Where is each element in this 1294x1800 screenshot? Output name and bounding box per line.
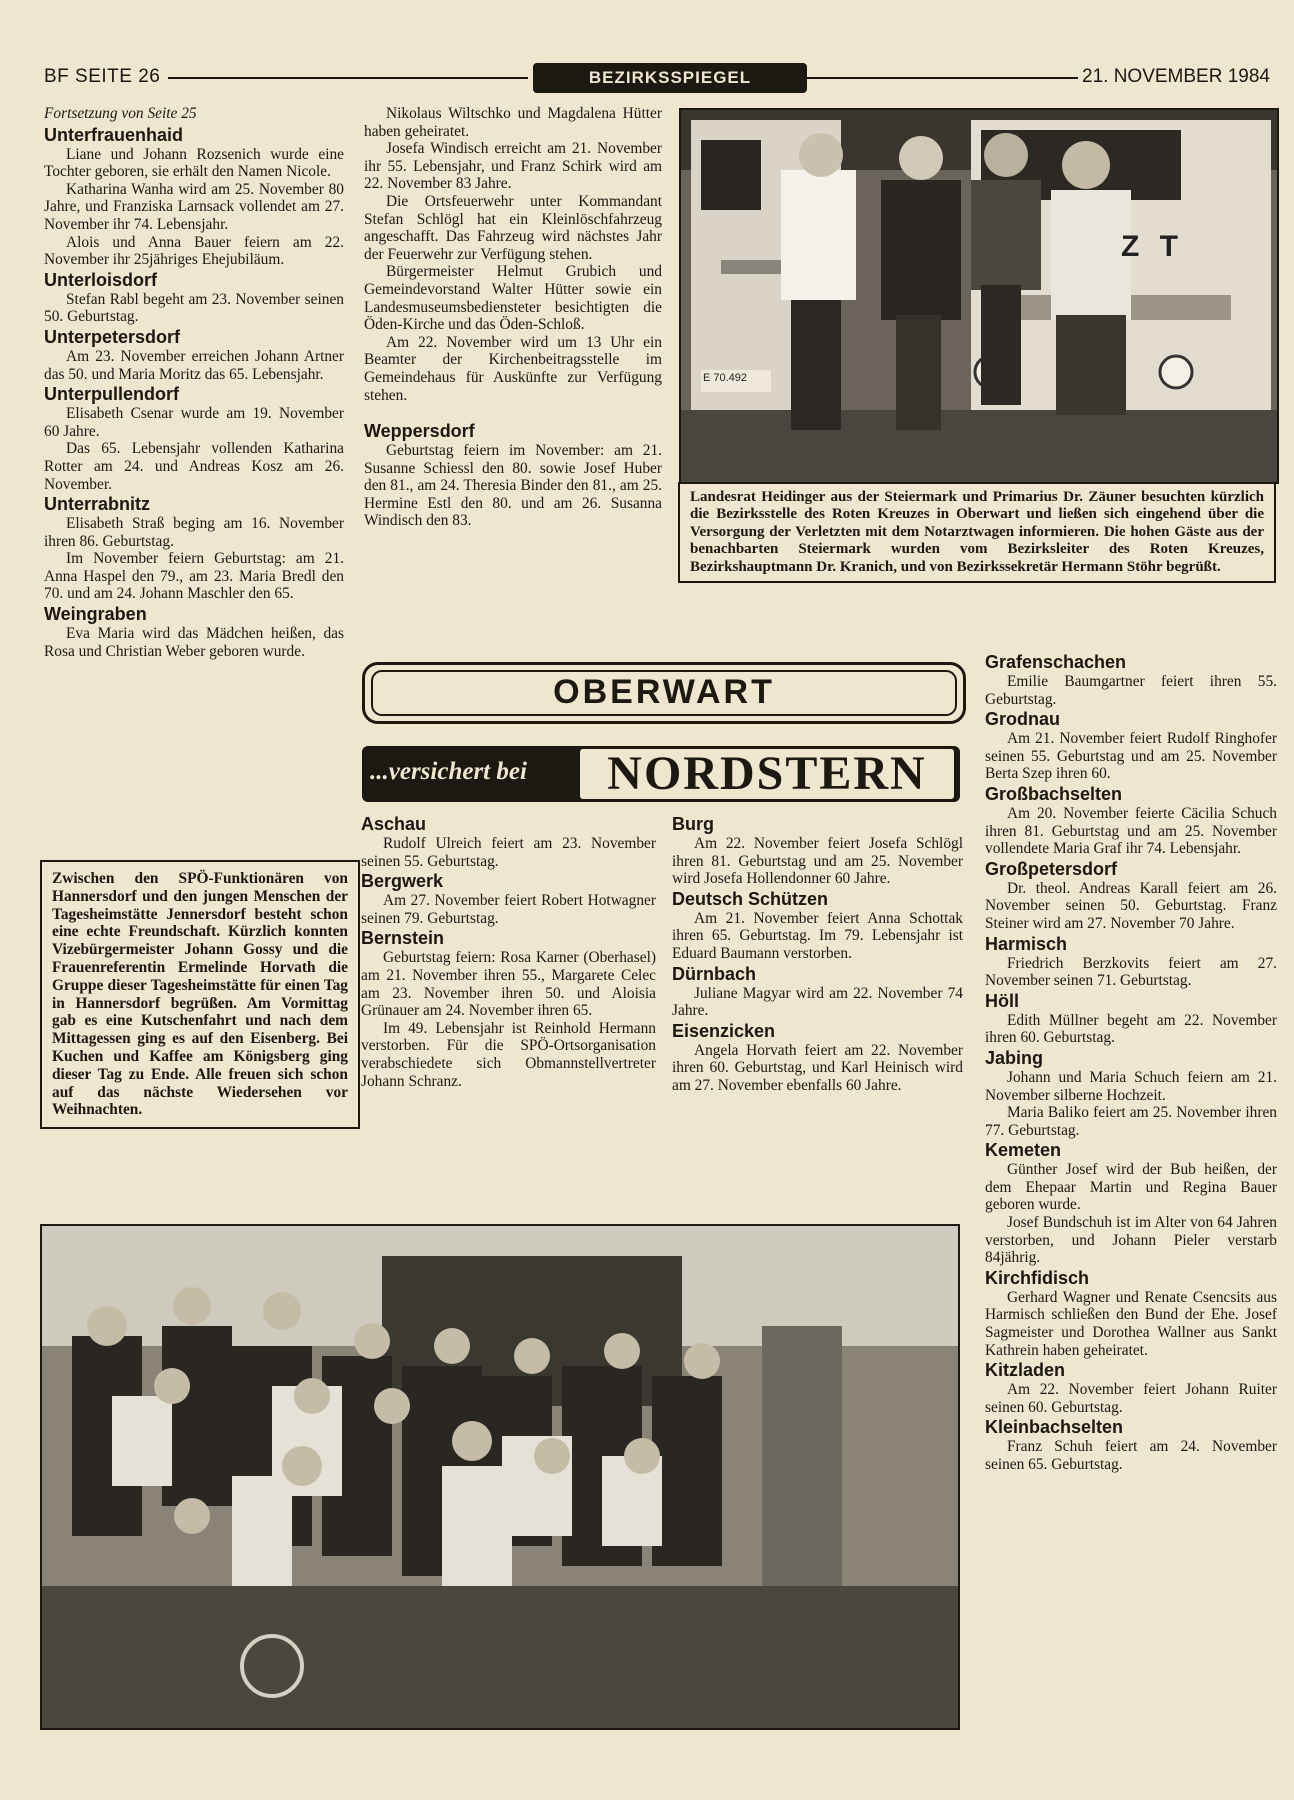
article-paragraph: Gerhard Wagner und Renate Csencsits aus Harmisch schließen den Bund der Ehe. Josef Sagmeister und Dorothea Wallner aus Sankt Kathrein haben geheiratet.	[985, 1288, 1277, 1359]
section-title: Großpetersdorf	[985, 858, 1118, 879]
article-paragraph: Stefan Rabl begeht am 23. November seinen 50. Geburtstag.	[44, 290, 344, 326]
article-paragraph: Die Ortsfeuerwehr unter Kommandant Stefan Schlögl hat ein Kleinlöschfahrzeug angeschafft. Das Fahrzeug wird nächstes Jahr der Feuerwehr zur Verfügung stehen.	[364, 192, 662, 263]
section-title: Kemeten	[985, 1140, 1062, 1161]
article-paragraph: Am 22. November feiert Johann Ruiter seinen 60. Geburtstag.	[985, 1381, 1277, 1416]
article-paragraph: Elisabeth Straß beging am 16. November ihren 86. Geburtstag.	[44, 515, 344, 550]
section-title: Unterpullendorf	[44, 384, 179, 405]
section-title: Unterfrauenhaid	[44, 124, 184, 145]
section-title: Unterrabnitz	[44, 494, 151, 515]
photo-red-cross-visit	[679, 108, 1279, 484]
section-title: Burg	[672, 814, 714, 834]
column-1	[44, 105, 344, 660]
article-paragraph: Josef Bundschuh ist im Alter von 64 Jahren verstorben, und Johann Pieler verstarb 84jährig.	[985, 1214, 1277, 1267]
article-paragraph: Am 23. November erreichen Johann Artner das 50. und Maria Moritz das 65. Lebensjahr.	[44, 347, 344, 383]
photo-illustration	[681, 110, 1277, 482]
boxed-note: Zwischen den SPÖ-Funktionären von Hannersdorf und den jungen Menschen der Tagesheimstätte Jennersdorf besteht schon eine echte Freundschaft. Kürzlich konnten Vizebürgermeister Johann Gossy und die Frauenreferentin Ermelinde Horvath die Gruppe dieser Tagesheimstätte für einen Tag in Hannersdorf begrüßen. Am Vormittag gab es eine Kutschenfahrt und nach dem Mittagessen ging es auf den Eisenberg. Bei Kuchen und Kaffee am Königsberg ging dieser Tag zu Ende. Alle freuen sich schon auf das nächste Wiedersehen vor Weihnachten.	[40, 860, 360, 1129]
section-title: Aschau	[361, 814, 427, 834]
section-title: Dürnbach	[672, 963, 757, 984]
article-paragraph: Friedrich Berzkovits feiert am 27. November seinen 71. Geburtstag.	[985, 954, 1277, 990]
section-title: Jabing	[985, 1047, 1044, 1068]
article-paragraph: Juliane Magyar wird am 22. November 74 Jahre.	[672, 984, 963, 1020]
article-paragraph: Angela Horvath feiert am 22. November ihren 60. Geburtstag, und Karl Heinisch wird am 27. November ebenfalls 60 Jahre.	[672, 1041, 963, 1094]
section-title: Höll	[985, 990, 1019, 1011]
article-paragraph: Edith Müllner begeht am 22. November ihren 60. Geburtstag.	[985, 1011, 1277, 1047]
section-title: Weppersdorf	[364, 421, 475, 442]
article-paragraph: Bürgermeister Helmut Grubich und Gemeindevorstand Walter Hütter sowie ein Landesmuseumsbediensteter besichtigten die Öden-Kirche und das Öden-Schloß.	[364, 263, 662, 334]
article-paragraph: Katharina Wanha wird am 25. November 80 Jahre, und Franziska Larnsack vollendet am 27. November ihr 74. Lebensjahr.	[44, 180, 344, 233]
section-badge: BEZIRKSSPIEGEL	[533, 63, 807, 93]
article-body	[364, 105, 662, 404]
section-title: Unterloisdorf	[44, 269, 158, 290]
section-title: Unterpetersdorf	[44, 326, 181, 347]
article-paragraph: Emilie Baumgartner feiert ihren 55. Geburtstag.	[985, 673, 1277, 708]
continuation-note: Fortsetzung von Seite 25	[44, 105, 197, 122]
ad-title: OBERWART	[371, 670, 957, 716]
article-paragraph: Liane und Johann Rozsenich wurde eine Tochter geboren, sie erhält den Namen Nicole.	[44, 145, 344, 181]
group-photo-illustration	[42, 1226, 958, 1728]
article-paragraph: Franz Schuh feiert am 24. November seinen 65. Geburtstag.	[985, 1438, 1277, 1473]
article-paragraph: Am 27. November feiert Robert Hotwagner seinen 79. Geburtstag.	[361, 892, 656, 927]
article-paragraph: Elisabeth Csenar wurde am 19. November 60 Jahre.	[44, 405, 344, 440]
article-paragraph: Maria Baliko feiert am 25. November ihren 77. Geburtstag.	[985, 1104, 1277, 1139]
issue-date: 21. NOVEMBER 1984	[1082, 66, 1270, 87]
photo-group	[40, 1224, 960, 1730]
section-title: Grafenschachen	[985, 652, 1127, 672]
column-3b	[672, 812, 963, 1095]
article-paragraph: Rudolf Ulreich feiert am 23. November seinen 55. Geburtstag.	[361, 835, 656, 870]
section-title: Weingraben	[44, 604, 147, 625]
column-4	[985, 650, 1277, 1474]
section-title: Eisenzicken	[672, 1020, 776, 1041]
section-title: Kirchfidisch	[985, 1267, 1090, 1288]
ad-banner-nordstern	[362, 746, 960, 802]
local-news-list	[44, 124, 344, 661]
article-paragraph: Im 49. Lebensjahr ist Reinhold Hermann verstorben. Für die SPÖ-Ortsorganisation verabschiedete sich Obmannstellvertreter Johann Schranz.	[361, 1019, 656, 1090]
article-paragraph: Alois und Anna Bauer feiern am 22. November ihr 25jähriges Ehejubiläum.	[44, 233, 344, 269]
section-title: Großbachselten	[985, 783, 1123, 804]
section-title: Grodnau	[985, 709, 1060, 730]
article-paragraph: Josefa Windisch erreicht am 21. November ihr 55. Lebensjahr, und Franz Schirk wird am 22. November 83 Jahre.	[364, 140, 662, 193]
ad-banner-oberwart	[362, 662, 966, 724]
section-title: Deutsch Schützen	[672, 888, 829, 909]
section-title: Harmisch	[985, 933, 1068, 954]
page-number: BF SEITE 26	[44, 66, 161, 87]
article-paragraph: Am 22. November feiert Josefa Schlögl ihren 81. Geburtstag und am 25. November wird Josefa Hollendonner 60 Jahre.	[672, 835, 963, 888]
license-plate: E 70.492	[703, 372, 748, 384]
van-lettering: Z T	[1121, 230, 1184, 263]
ad-brand: NORDSTERN	[580, 749, 954, 799]
article-paragraph: Günther Josef wird der Bub heißen, der dem Ehepaar Martin und Regina Bauer geboren wurde.	[985, 1161, 1277, 1214]
section-title: Bergwerk	[361, 871, 444, 892]
section-title: Kitzladen	[985, 1360, 1066, 1381]
article-paragraph: Nikolaus Wiltschko und Magdalena Hütter haben geheiratet.	[364, 105, 662, 140]
article-paragraph: Am 20. November feierte Cäcilia Schuch ihren 81. Geburtstag und am 25. November vollendete Maria Graf ihr 74. Lebensjahr.	[985, 804, 1277, 858]
column-3a	[361, 812, 656, 1090]
article-paragraph: Im November feiern Geburtstag: am 21. Anna Haspel den 79., am 23. Maria Bredl den 70. und am 24. Johann Maschler den 65.	[44, 550, 344, 603]
section-title: Bernstein	[361, 928, 445, 949]
article-paragraph: Am 21. November feiert Anna Schottak ihren 65. Geburtstag. Im 79. Lebensjahr ist Eduard Baumann verstorben.	[672, 909, 963, 962]
article-paragraph: Am 21. November feiert Rudolf Ringhofer seinen 55. Geburtstag und am 25. November Berta Szep ihren 60.	[985, 730, 1277, 783]
header-rule-left	[168, 77, 528, 79]
column-2	[364, 105, 662, 530]
article-paragraph: Eva Maria wird das Mädchen heißen, das Rosa und Christian Weber geboren wurde.	[44, 625, 344, 660]
article-paragraph: Geburtstag feiern: Rosa Karner (Oberhasel) am 21. November ihren 55., Margarete Celec am 23. November ihren 50. und Aloisia Grünauer am 24. November ihren 65.	[361, 949, 656, 1020]
article-paragraph: Das 65. Lebensjahr vollenden Katharina Rotter am 24. und Andreas Kosz am 26. November.	[44, 440, 344, 493]
header-rule-right	[806, 77, 1078, 79]
article-paragraph: Dr. theol. Andreas Karall feiert am 26. November seinen 50. Geburtstag. Franz Steiner wird am 27. November 70 Jahre.	[985, 879, 1277, 932]
ad-tagline: ...versichert bei	[370, 758, 527, 785]
section-title: Kleinbachselten	[985, 1417, 1124, 1438]
article-paragraph: Am 22. November wird um 13 Uhr ein Beamter der Kirchenbeitragsstelle im Gemeindehaus für Auskünfte zur Verfügung stehen.	[364, 333, 662, 404]
article-paragraph: Geburtstag feiern im November: am 21. Susanne Schiessl den 80. sowie Josef Huber den 81., am 24. Theresia Binder den 81., am 25. Hermine Estl den 80. und am 26. Susanna Windisch den 83.	[364, 442, 662, 530]
article-paragraph: Johann und Maria Schuch feiern am 21. November silberne Hochzeit.	[985, 1068, 1277, 1104]
photo-caption: Landesrat Heidinger aus der Steiermark und Primarius Dr. Zäuner besuchten kürzlich die Bezirksstelle des Roten Kreuzes in Oberwart und ließen sich eingehend über die Versorgung der Verletzten mit dem Notarztwagen informieren. Die hohen Gäste aus der benachbarten Steiermark wurden vom Bezirksleiter des Roten Kreuzes, Bezirkshauptmann Dr. Kranich, und von Bezirkssekretär Hermann Stöhr begrüßt.	[678, 482, 1276, 583]
